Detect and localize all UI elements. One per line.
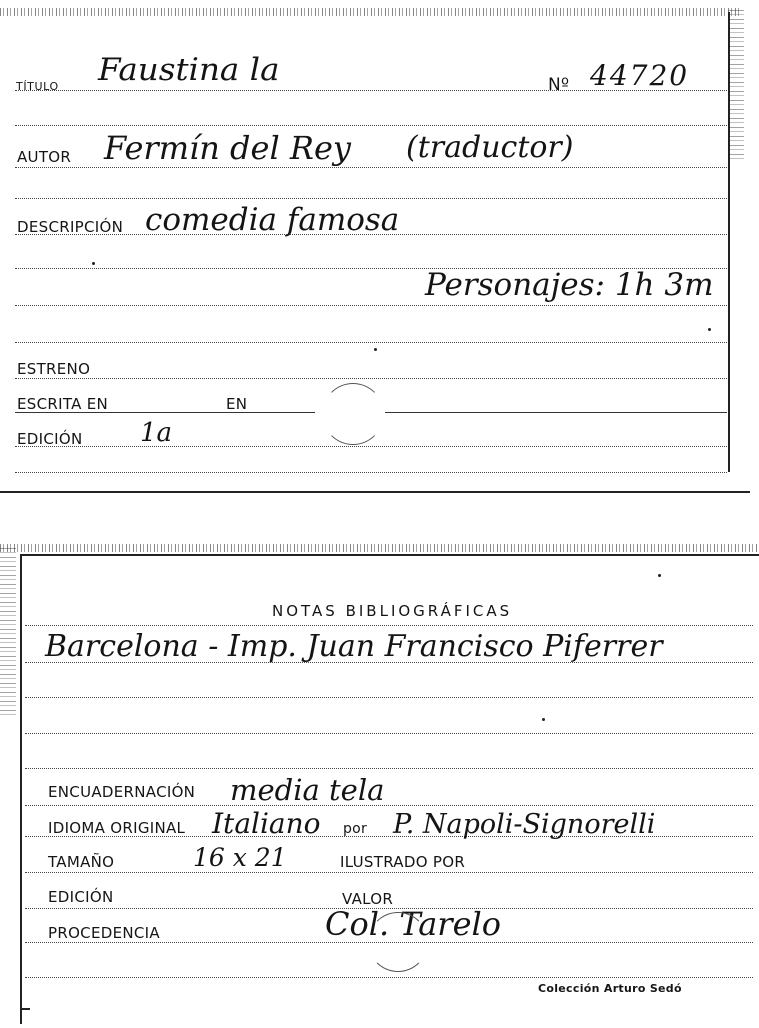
collection-credit: Colección Arturo Sedó: [538, 982, 682, 995]
catalog-card-back: [0, 540, 759, 1028]
en-label: EN: [226, 395, 248, 413]
autor-value: Fermín del Rey: [104, 129, 351, 167]
punch-hole-stamp: [368, 912, 428, 972]
catalog-card-front: [0, 0, 759, 500]
tamano-value: 16 x 21: [193, 843, 287, 872]
ruled-line: [15, 446, 727, 447]
numero-value: 44720: [590, 59, 690, 92]
ink-speck: [658, 574, 661, 577]
ruled-line: [15, 378, 727, 379]
notas-heading: NOTAS BIBLIOGRÁFICAS: [272, 602, 513, 620]
ink-speck: [92, 262, 95, 265]
ink-speck: [708, 328, 711, 331]
idioma-value: Italiano: [212, 807, 321, 840]
ink-speck: [542, 718, 545, 721]
estreno-label: ESTRENO: [17, 360, 91, 378]
card-right-edge: [728, 12, 730, 472]
edicion-label: EDICIÓN: [17, 430, 83, 448]
ruled-line: [15, 472, 727, 473]
ruled-line: [15, 342, 727, 343]
ruled-line: [15, 125, 727, 126]
encuadernacion-label: ENCUADERNACIÓN: [48, 783, 196, 801]
encuadernacion-value: media tela: [230, 773, 385, 807]
card-left-edge: [20, 554, 22, 1024]
ruled-line: [25, 805, 753, 806]
card-top-edge: [20, 554, 759, 556]
ruled-line: [15, 167, 727, 168]
autor-note: (traductor): [406, 130, 574, 165]
card-edge-speckle: [0, 544, 759, 552]
procedencia-label: PROCEDENCIA: [48, 924, 160, 942]
edicion-value: 1a: [140, 418, 173, 448]
edicion-back-label: EDICIÓN: [48, 888, 114, 906]
notas-value: Barcelona - Imp. Juan Francisco Piferrer: [45, 629, 663, 664]
tamano-label: TAMAÑO: [48, 853, 115, 871]
ruled-line: [25, 872, 753, 873]
descripcion-label: DESCRIPCIÓN: [17, 218, 124, 236]
ilustrado-label: ILUSTRADO POR: [340, 853, 466, 871]
autor-label: AUTOR: [17, 148, 72, 166]
card-bottom-edge: [0, 491, 750, 493]
ruled-line: [15, 305, 727, 306]
idioma-author: P. Napoli-Signorelli: [393, 809, 656, 840]
ruled-line: [25, 977, 753, 978]
card-edge-speckle: [728, 10, 744, 160]
card-edge-speckle: [0, 8, 740, 16]
ink-speck: [374, 348, 377, 351]
ruled-line: [25, 768, 753, 769]
valor-label: VALOR: [342, 890, 394, 908]
ruled-line: [15, 198, 727, 199]
numero-label: Nº: [548, 75, 570, 95]
idioma-label: IDIOMA ORIGINAL: [48, 819, 186, 837]
por-label: por: [343, 821, 368, 837]
card-corner-mark: [20, 1008, 30, 1010]
procedencia-value: Col. Tarelo: [325, 905, 501, 943]
ruled-line: [25, 697, 753, 698]
card-edge-speckle: [0, 548, 16, 718]
ruled-line: [25, 733, 753, 734]
punch-hole-stamp: [322, 383, 384, 445]
personajes-value: Personajes: 1h 3m: [425, 267, 714, 303]
titulo-value: Faustina la: [98, 52, 280, 88]
titulo-label: TÍTULO: [16, 80, 59, 93]
ruled-line: [25, 625, 753, 626]
ruled-line: [385, 412, 727, 413]
descripcion-value: comedia famosa: [145, 202, 400, 238]
escrita-en-label: ESCRITA EN: [17, 395, 109, 413]
